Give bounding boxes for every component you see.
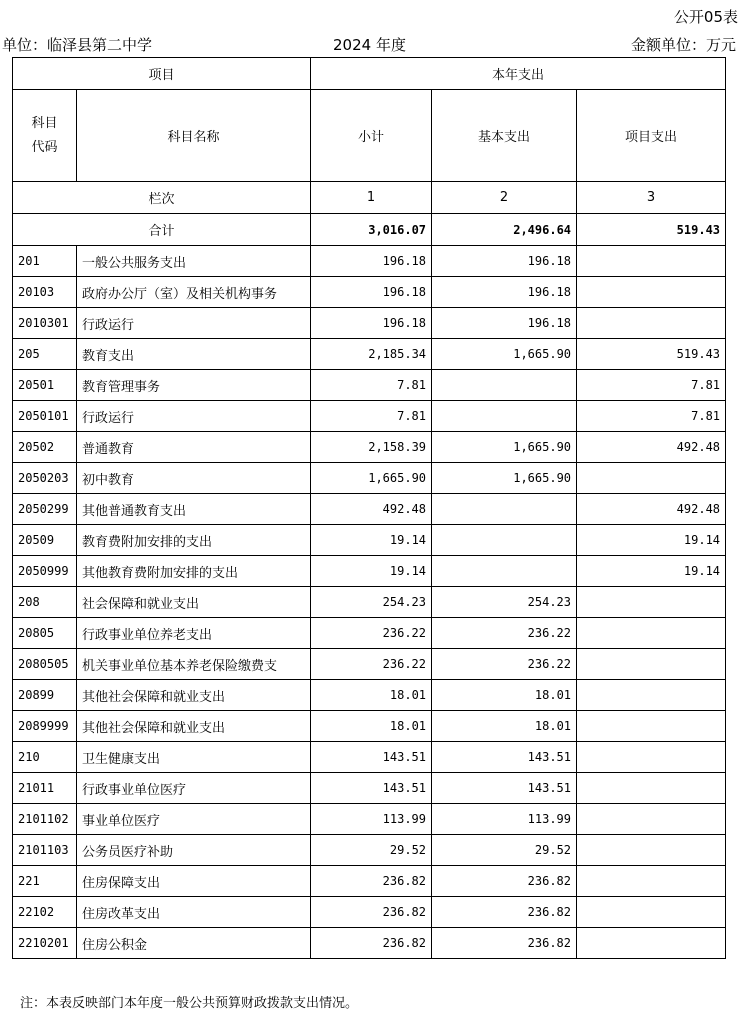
table-row [13,897,726,928]
table-row [13,866,726,897]
row-basic [432,525,577,556]
total-project: 519.43 [577,214,726,246]
row-name: 其他社会保障和就业支出 [77,680,311,711]
index-3: 3 [577,182,726,214]
row-name: 教育费附加安排的支出 [77,525,311,556]
table-row [13,556,726,587]
year-label: 2024 年度 [333,36,406,54]
row-project [577,742,726,773]
row-basic: 1,665.90 [432,339,577,370]
row-subtotal: 196.18 [311,277,432,308]
table-row [13,835,726,866]
row-subtotal: 196.18 [311,308,432,339]
table-row [13,773,726,804]
table-row [13,370,726,401]
row-name: 住房改革支出 [77,897,311,928]
row-code: 2050203 [13,463,77,494]
row-project [577,618,726,649]
row-subtotal: 18.01 [311,680,432,711]
row-name: 初中教育 [77,463,311,494]
row-basic: 254.23 [432,587,577,618]
row-code: 20805 [13,618,77,649]
row-code: 20103 [13,277,77,308]
row-subtotal: 254.23 [311,587,432,618]
row-project [577,246,726,277]
row-code: 2101103 [13,835,77,866]
row-basic [432,494,577,525]
index-2: 2 [432,182,577,214]
header-row-columns [13,90,726,182]
row-name: 行政运行 [77,401,311,432]
row-subtotal: 236.82 [311,928,432,959]
row-project: 19.14 [577,525,726,556]
footnote: 注：本表反映部门本年度一般公共预算财政拨款支出情况。 [20,996,359,1011]
header-expense: 本年支出 [311,58,726,90]
row-subtotal: 492.48 [311,494,432,525]
row-subtotal: 236.22 [311,618,432,649]
row-basic: 143.51 [432,773,577,804]
row-name: 教育支出 [77,339,311,370]
row-name: 事业单位医疗 [77,804,311,835]
row-code: 20509 [13,525,77,556]
row-basic: 236.82 [432,928,577,959]
row-subtotal: 143.51 [311,773,432,804]
row-basic: 236.22 [432,649,577,680]
row-code: 21011 [13,773,77,804]
row-code: 2101102 [13,804,77,835]
row-code: 20899 [13,680,77,711]
header-project: 项目支出 [577,90,726,182]
table-row [13,649,726,680]
total-basic: 2,496.64 [432,214,577,246]
total-label: 合计 [13,214,311,246]
row-basic: 18.01 [432,680,577,711]
row-basic: 143.51 [432,742,577,773]
table-meta [0,34,740,56]
row-name: 其他普通教育支出 [77,494,311,525]
row-basic: 196.18 [432,308,577,339]
row-code: 2050999 [13,556,77,587]
header-code [13,90,77,182]
row-project: 19.14 [577,556,726,587]
row-subtotal: 7.81 [311,370,432,401]
row-basic: 236.82 [432,897,577,928]
row-name: 行政事业单位医疗 [77,773,311,804]
row-subtotal: 19.14 [311,525,432,556]
row-name: 政府办公厅（室）及相关机构事务 [77,277,311,308]
row-project: 7.81 [577,370,726,401]
row-code: 210 [13,742,77,773]
row-project: 492.48 [577,432,726,463]
money-unit-label: 金额单位：万元 [630,36,736,54]
row-code: 221 [13,866,77,897]
header-basic: 基本支出 [432,90,577,182]
row-project [577,897,726,928]
row-subtotal: 19.14 [311,556,432,587]
table-row [13,432,726,463]
row-project [577,928,726,959]
row-project [577,711,726,742]
row-project [577,649,726,680]
table-row [13,680,726,711]
index-1: 1 [311,182,432,214]
row-basic: 196.18 [432,246,577,277]
row-name: 一般公共服务支出 [77,246,311,277]
row-subtotal: 143.51 [311,742,432,773]
table-row [13,401,726,432]
row-project: 492.48 [577,494,726,525]
table-row [13,804,726,835]
row-basic [432,401,577,432]
row-project [577,804,726,835]
row-name: 普通教育 [77,432,311,463]
header-name: 科目名称 [77,90,311,182]
row-basic [432,556,577,587]
header-subtotal: 小计 [311,90,432,182]
row-name: 行政运行 [77,308,311,339]
index-label: 栏次 [13,182,311,214]
row-project [577,835,726,866]
row-subtotal: 236.82 [311,897,432,928]
row-name: 其他教育费附加安排的支出 [77,556,311,587]
total-subtotal: 3,016.07 [311,214,432,246]
row-code: 205 [13,339,77,370]
total-row [13,214,726,246]
row-name: 机关事业单位基本养老保险缴费支 [77,649,311,680]
row-project [577,308,726,339]
row-basic: 1,665.90 [432,463,577,494]
header-code-line2: 代码 [31,139,58,155]
table-row [13,711,726,742]
row-name: 其他社会保障和就业支出 [77,711,311,742]
row-name: 住房保障支出 [77,866,311,897]
unit-label: 单位：临泽县第二中学 [2,36,153,54]
row-project: 519.43 [577,339,726,370]
row-code: 2089999 [13,711,77,742]
table-row [13,494,726,525]
table-row [13,928,726,959]
header-code-line1: 科目 [31,115,58,131]
form-code: 公开05表 [673,8,738,26]
row-code: 2080505 [13,649,77,680]
row-project [577,587,726,618]
header-row-group [13,58,726,90]
row-code: 20501 [13,370,77,401]
row-basic: 196.18 [432,277,577,308]
row-basic [432,370,577,401]
table-row [13,742,726,773]
row-code: 2010301 [13,308,77,339]
table-row [13,618,726,649]
row-subtotal: 18.01 [311,711,432,742]
row-subtotal: 7.81 [311,401,432,432]
row-name: 教育管理事务 [77,370,311,401]
row-code: 2050299 [13,494,77,525]
row-basic: 1,665.90 [432,432,577,463]
table-row [13,587,726,618]
table-row [13,339,726,370]
row-subtotal: 236.22 [311,649,432,680]
row-name: 行政事业单位养老支出 [77,618,311,649]
row-subtotal: 236.82 [311,866,432,897]
budget-table [12,57,726,959]
row-code: 201 [13,246,77,277]
row-code: 22102 [13,897,77,928]
row-project [577,866,726,897]
table-row [13,525,726,556]
row-code: 2210201 [13,928,77,959]
row-name: 卫生健康支出 [77,742,311,773]
row-subtotal: 113.99 [311,804,432,835]
row-subtotal: 29.52 [311,835,432,866]
table-row [13,277,726,308]
table-row [13,246,726,277]
row-code: 208 [13,587,77,618]
table-row [13,308,726,339]
row-basic: 236.82 [432,866,577,897]
row-name: 住房公积金 [77,928,311,959]
row-subtotal: 2,185.34 [311,339,432,370]
row-name: 社会保障和就业支出 [77,587,311,618]
row-basic: 113.99 [432,804,577,835]
row-project [577,773,726,804]
row-basic: 29.52 [432,835,577,866]
row-project [577,680,726,711]
row-basic: 18.01 [432,711,577,742]
table-row [13,463,726,494]
row-project [577,277,726,308]
row-subtotal: 1,665.90 [311,463,432,494]
row-subtotal: 2,158.39 [311,432,432,463]
row-basic: 236.22 [432,618,577,649]
index-row [13,182,726,214]
row-subtotal: 196.18 [311,246,432,277]
row-name: 公务员医疗补助 [77,835,311,866]
row-code: 20502 [13,432,77,463]
row-project [577,463,726,494]
header-item: 项目 [13,58,311,90]
row-project: 7.81 [577,401,726,432]
row-code: 2050101 [13,401,77,432]
